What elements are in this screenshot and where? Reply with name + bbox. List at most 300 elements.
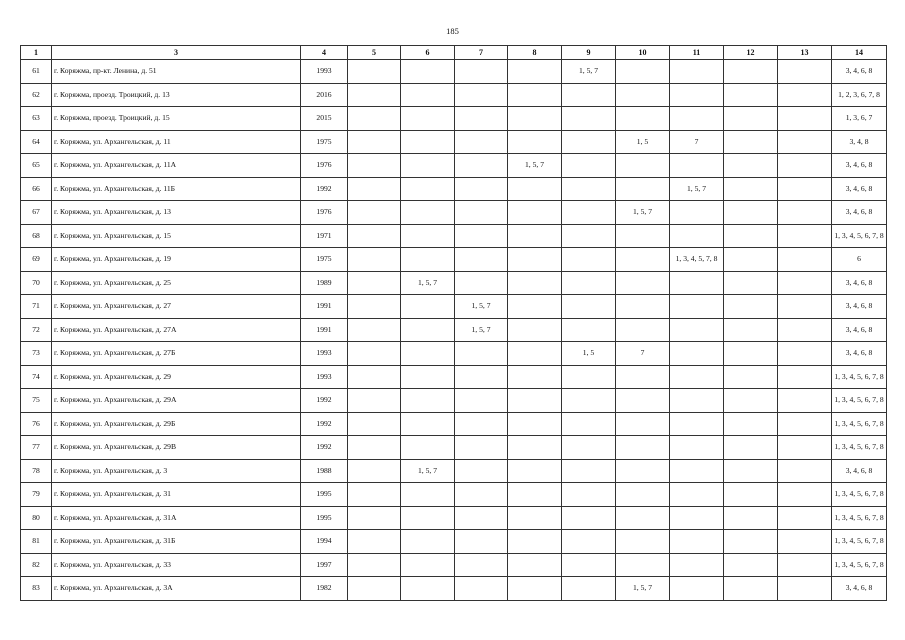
code-cell-col-8 (508, 295, 562, 319)
code-cell-col-13 (778, 553, 832, 577)
code-cell-col-14: 6 (832, 248, 887, 272)
code-cell-col-9 (562, 459, 616, 483)
table-row (21, 201, 887, 225)
code-cell-col-6: 1, 5, 7 (401, 271, 455, 295)
code-cell-col-12 (724, 130, 778, 154)
address-cell: г. Коряжма, ул. Архангельская, д. 29А (52, 389, 301, 413)
table-row (21, 154, 887, 178)
code-cell-col-6 (401, 248, 455, 272)
table-row (21, 506, 887, 530)
code-cell-col-5 (348, 295, 401, 319)
code-cell-col-6 (401, 318, 455, 342)
code-cell-col-13 (778, 459, 832, 483)
code-cell-col-11 (670, 83, 724, 107)
code-cell-col-10 (616, 483, 670, 507)
code-cell-col-9: 1, 5, 7 (562, 60, 616, 84)
address-cell: г. Коряжма, ул. Архангельская, д. 31Б (52, 530, 301, 554)
table-row (21, 271, 887, 295)
code-cell-col-6: 1, 5, 7 (401, 459, 455, 483)
code-cell-col-11 (670, 530, 724, 554)
code-cell-col-6 (401, 130, 455, 154)
table-row (21, 412, 887, 436)
code-cell-col-12 (724, 318, 778, 342)
column-header-10: 10 (616, 46, 670, 60)
code-cell-col-6 (401, 483, 455, 507)
code-cell-col-12 (724, 506, 778, 530)
row-number-cell: 68 (21, 224, 52, 248)
address-cell: г. Коряжма, ул. Архангельская, д. 27 (52, 295, 301, 319)
code-cell-col-10 (616, 107, 670, 131)
column-header-1: 1 (21, 46, 52, 60)
row-number-cell: 81 (21, 530, 52, 554)
code-cell-col-5 (348, 318, 401, 342)
code-cell-col-8 (508, 224, 562, 248)
code-cell-col-10 (616, 177, 670, 201)
address-cell: г. Коряжма, ул. Архангельская, д. 25 (52, 271, 301, 295)
code-cell-col-14: 1, 3, 6, 7 (832, 107, 887, 131)
code-cell-col-12 (724, 154, 778, 178)
code-cell-col-14: 1, 3, 4, 5, 6, 7, 8 (832, 224, 887, 248)
code-cell-col-7: 1, 5, 7 (455, 318, 508, 342)
code-cell-col-11 (670, 412, 724, 436)
code-cell-col-12 (724, 365, 778, 389)
code-cell-col-10: 1, 5, 7 (616, 577, 670, 601)
code-cell-col-7 (455, 342, 508, 366)
address-cell: г. Коряжма, проезд. Троицкий, д. 15 (52, 107, 301, 131)
code-cell-col-13 (778, 295, 832, 319)
code-cell-col-14: 3, 4, 6, 8 (832, 459, 887, 483)
address-cell: г. Коряжма, ул. Архангельская, д. 15 (52, 224, 301, 248)
code-cell-col-10 (616, 295, 670, 319)
code-cell-col-9 (562, 577, 616, 601)
year-cell: 1992 (301, 177, 348, 201)
address-cell: г. Коряжма, ул. Архангельская, д. 29В (52, 436, 301, 460)
code-cell-col-10: 7 (616, 342, 670, 366)
code-cell-col-13 (778, 318, 832, 342)
address-cell: г. Коряжма, ул. Архангельская, д. 11 (52, 130, 301, 154)
code-cell-col-7 (455, 224, 508, 248)
code-cell-col-6 (401, 412, 455, 436)
code-cell-col-10 (616, 553, 670, 577)
code-cell-col-5 (348, 83, 401, 107)
year-cell: 1993 (301, 342, 348, 366)
code-cell-col-8 (508, 553, 562, 577)
table-row (21, 83, 887, 107)
code-cell-col-7 (455, 271, 508, 295)
code-cell-col-11 (670, 342, 724, 366)
table-row (21, 107, 887, 131)
year-cell: 1995 (301, 506, 348, 530)
code-cell-col-13 (778, 342, 832, 366)
code-cell-col-10 (616, 506, 670, 530)
code-cell-col-11 (670, 295, 724, 319)
column-header-13: 13 (778, 46, 832, 60)
code-cell-col-14: 3, 4, 6, 8 (832, 318, 887, 342)
table-row (21, 530, 887, 554)
row-number-cell: 65 (21, 154, 52, 178)
code-cell-col-9 (562, 436, 616, 460)
code-cell-col-11 (670, 436, 724, 460)
code-cell-col-11 (670, 224, 724, 248)
table-row (21, 130, 887, 154)
code-cell-col-11: 1, 5, 7 (670, 177, 724, 201)
code-cell-col-10 (616, 530, 670, 554)
code-cell-col-13 (778, 365, 832, 389)
code-cell-col-8 (508, 271, 562, 295)
code-cell-col-5 (348, 201, 401, 225)
code-cell-col-13 (778, 506, 832, 530)
code-cell-col-8 (508, 107, 562, 131)
code-cell-col-14: 1, 3, 4, 5, 6, 7, 8 (832, 412, 887, 436)
table-row (21, 577, 887, 601)
code-cell-col-6 (401, 389, 455, 413)
year-cell: 1989 (301, 271, 348, 295)
code-cell-col-14: 1, 3, 4, 5, 6, 7, 8 (832, 553, 887, 577)
address-cell: г. Коряжма, ул. Архангельская, д. 31 (52, 483, 301, 507)
code-cell-col-6 (401, 506, 455, 530)
code-cell-col-9 (562, 412, 616, 436)
code-cell-col-7: 1, 5, 7 (455, 295, 508, 319)
code-cell-col-6 (401, 60, 455, 84)
code-cell-col-12 (724, 271, 778, 295)
code-cell-col-8 (508, 577, 562, 601)
code-cell-col-7 (455, 530, 508, 554)
row-number-cell: 62 (21, 83, 52, 107)
code-cell-col-12 (724, 342, 778, 366)
code-cell-col-12 (724, 530, 778, 554)
year-cell: 1975 (301, 248, 348, 272)
code-cell-col-11 (670, 60, 724, 84)
address-cell: г. Коряжма, ул. Архангельская, д. 3А (52, 577, 301, 601)
code-cell-col-10 (616, 436, 670, 460)
code-cell-col-13 (778, 130, 832, 154)
code-cell-col-13 (778, 389, 832, 413)
code-cell-col-11 (670, 271, 724, 295)
code-cell-col-11 (670, 365, 724, 389)
code-cell-col-13 (778, 154, 832, 178)
year-cell: 1997 (301, 553, 348, 577)
code-cell-col-8 (508, 130, 562, 154)
code-cell-col-11 (670, 201, 724, 225)
code-cell-col-7 (455, 459, 508, 483)
code-cell-col-9 (562, 83, 616, 107)
row-number-cell: 79 (21, 483, 52, 507)
address-cell: г. Коряжма, ул. Архангельская, д. 19 (52, 248, 301, 272)
row-number-cell: 63 (21, 107, 52, 131)
code-cell-col-13 (778, 177, 832, 201)
code-cell-col-5 (348, 483, 401, 507)
code-cell-col-10 (616, 389, 670, 413)
code-cell-col-11: 7 (670, 130, 724, 154)
code-cell-col-10: 1, 5 (616, 130, 670, 154)
column-header-14: 14 (832, 46, 887, 60)
code-cell-col-14: 3, 4, 6, 8 (832, 577, 887, 601)
code-cell-col-8 (508, 530, 562, 554)
address-cell: г. Коряжма, ул. Архангельская, д. 31А (52, 506, 301, 530)
code-cell-col-12 (724, 201, 778, 225)
year-cell: 1975 (301, 130, 348, 154)
code-cell-col-9 (562, 318, 616, 342)
row-number-cell: 77 (21, 436, 52, 460)
year-cell: 2015 (301, 107, 348, 131)
code-cell-col-13 (778, 412, 832, 436)
table-row (21, 295, 887, 319)
code-cell-col-5 (348, 60, 401, 84)
code-cell-col-9 (562, 553, 616, 577)
code-cell-col-5 (348, 271, 401, 295)
code-cell-col-8 (508, 365, 562, 389)
code-cell-col-14: 1, 3, 4, 5, 6, 7, 8 (832, 365, 887, 389)
code-cell-col-10 (616, 412, 670, 436)
code-cell-col-12 (724, 248, 778, 272)
year-cell: 1993 (301, 60, 348, 84)
code-cell-col-13 (778, 483, 832, 507)
code-cell-col-10 (616, 154, 670, 178)
row-number-cell: 73 (21, 342, 52, 366)
column-header-12: 12 (724, 46, 778, 60)
code-cell-col-5 (348, 389, 401, 413)
address-cell: г. Коряжма, ул. Архангельская, д. 33 (52, 553, 301, 577)
code-cell-col-13 (778, 107, 832, 131)
address-cell: г. Коряжма, ул. Архангельская, д. 11А (52, 154, 301, 178)
code-cell-col-10 (616, 83, 670, 107)
year-cell: 1982 (301, 577, 348, 601)
code-cell-col-6 (401, 177, 455, 201)
table-row (21, 459, 887, 483)
code-cell-col-7 (455, 60, 508, 84)
code-cell-col-12 (724, 177, 778, 201)
code-cell-col-12 (724, 553, 778, 577)
code-cell-col-8 (508, 201, 562, 225)
code-cell-col-14: 3, 4, 6, 8 (832, 201, 887, 225)
column-header-11: 11 (670, 46, 724, 60)
code-cell-col-12 (724, 412, 778, 436)
year-cell: 1976 (301, 201, 348, 225)
code-cell-col-13 (778, 83, 832, 107)
table-row (21, 436, 887, 460)
table-row (21, 177, 887, 201)
code-cell-col-10 (616, 248, 670, 272)
code-cell-col-7 (455, 577, 508, 601)
code-cell-col-5 (348, 224, 401, 248)
code-cell-col-9 (562, 224, 616, 248)
year-cell: 1992 (301, 436, 348, 460)
code-cell-col-14: 1, 3, 4, 5, 6, 7, 8 (832, 530, 887, 554)
address-cell: г. Коряжма, ул. Архангельская, д. 3 (52, 459, 301, 483)
code-cell-col-14: 1, 3, 4, 5, 6, 7, 8 (832, 483, 887, 507)
column-header-8: 8 (508, 46, 562, 60)
row-number-cell: 82 (21, 553, 52, 577)
code-cell-col-5 (348, 530, 401, 554)
row-number-cell: 72 (21, 318, 52, 342)
code-cell-col-7 (455, 248, 508, 272)
column-header-5: 5 (348, 46, 401, 60)
code-cell-col-6 (401, 154, 455, 178)
code-cell-col-11 (670, 553, 724, 577)
code-cell-col-8 (508, 389, 562, 413)
code-cell-col-9 (562, 295, 616, 319)
code-cell-col-12 (724, 436, 778, 460)
code-cell-col-12 (724, 295, 778, 319)
code-cell-col-7 (455, 201, 508, 225)
year-cell: 1971 (301, 224, 348, 248)
code-cell-col-5 (348, 436, 401, 460)
year-cell: 2016 (301, 83, 348, 107)
row-number-cell: 75 (21, 389, 52, 413)
code-cell-col-7 (455, 154, 508, 178)
code-cell-col-7 (455, 483, 508, 507)
code-cell-col-7 (455, 130, 508, 154)
address-cell: г. Коряжма, ул. Архангельская, д. 29Б (52, 412, 301, 436)
code-cell-col-6 (401, 365, 455, 389)
table-body (21, 60, 887, 601)
column-header-7: 7 (455, 46, 508, 60)
code-cell-col-8: 1, 5, 7 (508, 154, 562, 178)
address-cell: г. Коряжма, ул. Архангельская, д. 11Б (52, 177, 301, 201)
code-cell-col-7 (455, 365, 508, 389)
code-cell-col-13 (778, 577, 832, 601)
code-cell-col-13 (778, 436, 832, 460)
code-cell-col-6 (401, 553, 455, 577)
code-cell-col-12 (724, 60, 778, 84)
row-number-cell: 70 (21, 271, 52, 295)
code-cell-col-8 (508, 83, 562, 107)
year-cell: 1993 (301, 365, 348, 389)
code-cell-col-12 (724, 224, 778, 248)
table-row (21, 342, 887, 366)
year-cell: 1991 (301, 318, 348, 342)
code-cell-col-8 (508, 318, 562, 342)
code-cell-col-14: 1, 3, 4, 5, 6, 7, 8 (832, 506, 887, 530)
code-cell-col-5 (348, 130, 401, 154)
code-cell-col-13 (778, 271, 832, 295)
code-cell-col-14: 3, 4, 6, 8 (832, 154, 887, 178)
code-cell-col-6 (401, 530, 455, 554)
code-cell-col-6 (401, 295, 455, 319)
code-cell-col-13 (778, 530, 832, 554)
code-cell-col-5 (348, 154, 401, 178)
code-cell-col-9 (562, 271, 616, 295)
row-number-cell: 69 (21, 248, 52, 272)
year-cell: 1995 (301, 483, 348, 507)
page-number: 185 (446, 26, 459, 36)
code-cell-col-8 (508, 436, 562, 460)
code-cell-col-11 (670, 154, 724, 178)
code-cell-col-11: 1, 3, 4, 5, 7, 8 (670, 248, 724, 272)
code-cell-col-5 (348, 577, 401, 601)
code-cell-col-5 (348, 177, 401, 201)
address-cell: г. Коряжма, проезд. Троицкий, д. 13 (52, 83, 301, 107)
code-cell-col-14: 3, 4, 6, 8 (832, 295, 887, 319)
code-cell-col-12 (724, 577, 778, 601)
code-cell-col-14: 3, 4, 6, 8 (832, 271, 887, 295)
code-cell-col-8 (508, 412, 562, 436)
code-cell-col-14: 1, 3, 4, 5, 6, 7, 8 (832, 436, 887, 460)
code-cell-col-12 (724, 483, 778, 507)
address-cell: г. Коряжма, ул. Архангельская, д. 29 (52, 365, 301, 389)
row-number-cell: 66 (21, 177, 52, 201)
address-cell: г. Коряжма, ул. Архангельская, д. 13 (52, 201, 301, 225)
year-cell: 1992 (301, 389, 348, 413)
code-cell-col-12 (724, 107, 778, 131)
code-cell-col-9 (562, 130, 616, 154)
code-cell-col-5 (348, 365, 401, 389)
code-cell-col-9 (562, 365, 616, 389)
table-header (21, 46, 887, 60)
code-cell-col-11 (670, 318, 724, 342)
code-cell-col-6 (401, 577, 455, 601)
table-row (21, 389, 887, 413)
code-cell-col-14: 1, 2, 3, 6, 7, 8 (832, 83, 887, 107)
code-cell-col-10 (616, 459, 670, 483)
code-cell-col-11 (670, 459, 724, 483)
row-number-cell: 71 (21, 295, 52, 319)
table-row (21, 365, 887, 389)
code-cell-col-10 (616, 365, 670, 389)
table-row (21, 553, 887, 577)
address-cell: г. Коряжма, ул. Архангельская, д. 27Б (52, 342, 301, 366)
column-header-9: 9 (562, 46, 616, 60)
code-cell-col-7 (455, 107, 508, 131)
table-row (21, 483, 887, 507)
code-cell-col-8 (508, 506, 562, 530)
code-cell-col-9 (562, 177, 616, 201)
code-cell-col-13 (778, 224, 832, 248)
row-number-cell: 64 (21, 130, 52, 154)
code-cell-col-8 (508, 342, 562, 366)
code-cell-col-13 (778, 201, 832, 225)
code-cell-col-7 (455, 412, 508, 436)
code-cell-col-6 (401, 224, 455, 248)
code-cell-col-9 (562, 530, 616, 554)
code-cell-col-7 (455, 506, 508, 530)
code-cell-col-9: 1, 5 (562, 342, 616, 366)
code-cell-col-5 (348, 553, 401, 577)
code-cell-col-14: 3, 4, 8 (832, 130, 887, 154)
code-cell-col-10 (616, 271, 670, 295)
code-cell-col-8 (508, 60, 562, 84)
address-cell: г. Коряжма, ул. Архангельская, д. 27А (52, 318, 301, 342)
code-cell-col-9 (562, 483, 616, 507)
row-number-cell: 74 (21, 365, 52, 389)
code-cell-col-5 (348, 506, 401, 530)
row-number-cell: 61 (21, 60, 52, 84)
row-number-cell: 67 (21, 201, 52, 225)
code-cell-col-6 (401, 436, 455, 460)
header-row (21, 46, 887, 60)
year-cell: 1976 (301, 154, 348, 178)
code-cell-col-11 (670, 483, 724, 507)
code-cell-col-5 (348, 107, 401, 131)
year-cell: 1992 (301, 412, 348, 436)
column-header-4: 4 (301, 46, 348, 60)
table-row (21, 248, 887, 272)
code-cell-col-10 (616, 224, 670, 248)
code-cell-col-9 (562, 107, 616, 131)
code-cell-col-14: 1, 3, 4, 5, 6, 7, 8 (832, 389, 887, 413)
code-cell-col-11 (670, 577, 724, 601)
code-cell-col-10: 1, 5, 7 (616, 201, 670, 225)
code-cell-col-5 (348, 459, 401, 483)
code-cell-col-7 (455, 389, 508, 413)
code-cell-col-14: 3, 4, 6, 8 (832, 342, 887, 366)
code-cell-col-6 (401, 83, 455, 107)
code-cell-col-7 (455, 83, 508, 107)
code-cell-col-8 (508, 483, 562, 507)
code-cell-col-7 (455, 177, 508, 201)
code-cell-col-13 (778, 248, 832, 272)
year-cell: 1991 (301, 295, 348, 319)
